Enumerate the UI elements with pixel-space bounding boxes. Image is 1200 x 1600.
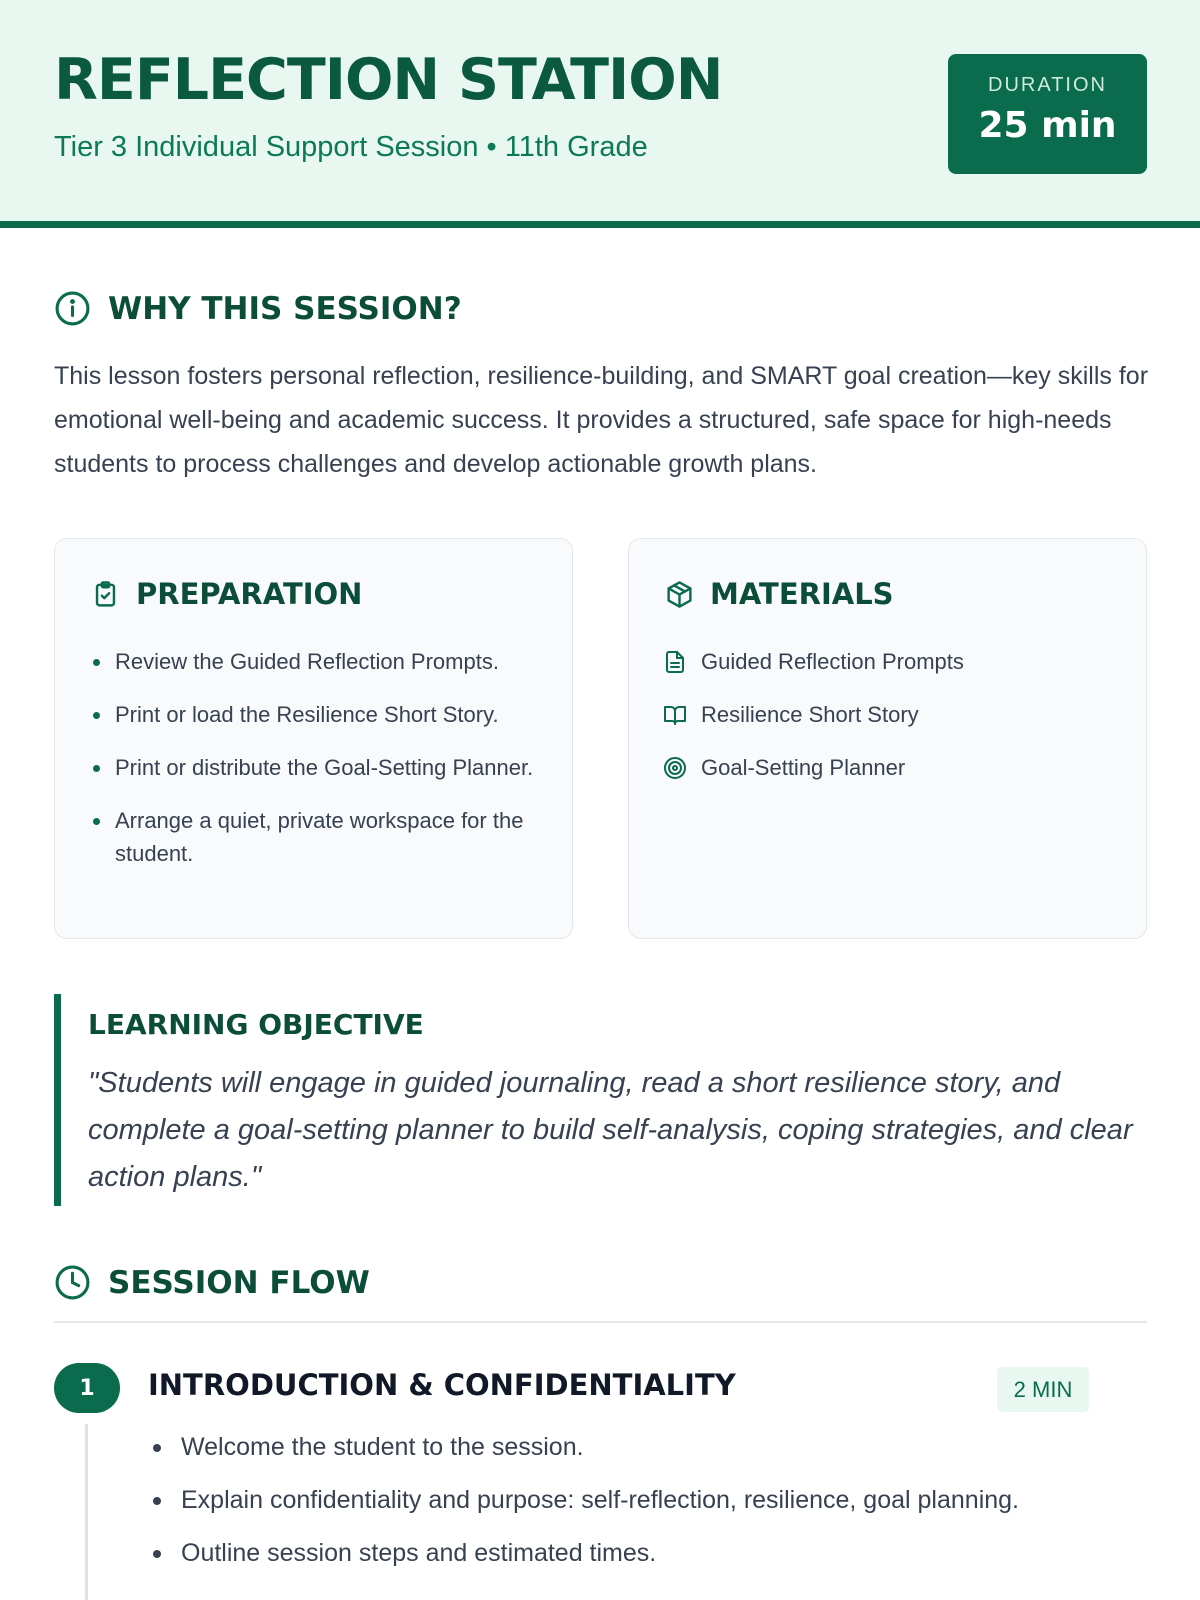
preparation-card (54, 538, 573, 939)
objective-quote: "Students will engage in guided journaling, read a short resilience story, and complete a goal-setting planner to build self-analysis, coping strategies, and clear action plans." (88, 1067, 1133, 1193)
list-item (663, 645, 964, 678)
list-item (663, 698, 964, 731)
page-title: REFLECTION STATION (54, 47, 723, 113)
list-item: Print or distribute the Goal-Setting Planner. (115, 751, 535, 784)
why-heading: WHY THIS SESSION? (108, 290, 462, 327)
page-subtitle: Tier 3 Individual Support Session • 11th Grade (54, 131, 648, 163)
materials-card (628, 538, 1147, 939)
duration-value: 25 min (978, 105, 1117, 146)
preparation-title (91, 577, 362, 611)
header-banner (0, 0, 1200, 228)
duration-badge (948, 54, 1147, 174)
flow-section-title (54, 1264, 370, 1301)
list-item: Outline session steps and estimated times. (181, 1534, 1019, 1572)
list-item: Review the Guided Reflection Prompts. (115, 645, 535, 678)
list-item (663, 751, 964, 784)
duration-label: DURATION (988, 74, 1107, 96)
objective-heading: LEARNING OBJECTIVE (88, 1008, 424, 1041)
materials-title (665, 577, 894, 611)
why-section-title (54, 290, 462, 327)
materials-heading: MATERIALS (710, 577, 894, 611)
clock-icon (54, 1264, 91, 1301)
package-icon (665, 580, 694, 609)
flow-heading: SESSION FLOW (108, 1264, 370, 1301)
book-open-icon (663, 703, 687, 727)
list-item: Arrange a quiet, private workspace for the student. (115, 804, 535, 870)
why-description: This lesson fosters personal reflection, resilience-building, and SMART goal creation—key skills for emotional well-being and academic success. It provides a structured, safe space for high-needs students to process challenges and develop actionable growth plans. (54, 362, 1149, 478)
list-item: Print or load the Resilience Short Story. (115, 698, 535, 731)
section-divider (54, 1321, 1147, 1323)
materials-list (663, 645, 964, 804)
clipboard-check-icon (91, 580, 120, 609)
timeline-connector (85, 1424, 88, 1600)
list-item: Welcome the student to the session. (181, 1428, 1019, 1466)
step-time-badge: 2 MIN (997, 1367, 1089, 1412)
material-label: Guided Reflection Prompts (701, 648, 964, 674)
learning-objective (54, 994, 1147, 1206)
material-label: Resilience Short Story (701, 701, 919, 727)
info-icon (54, 290, 91, 327)
step-number-badge: 1 (54, 1363, 120, 1413)
document-icon (663, 650, 687, 674)
step-title: INTRODUCTION & CONFIDENTIALITY (148, 1368, 736, 1402)
preparation-list (115, 645, 535, 890)
preparation-heading: PREPARATION (136, 577, 363, 611)
target-icon (663, 756, 687, 780)
list-item: Explain confidentiality and purpose: self-reflection, resilience, goal planning. (181, 1481, 1019, 1519)
material-label: Goal-Setting Planner (701, 754, 906, 780)
step-list (181, 1428, 1019, 1587)
